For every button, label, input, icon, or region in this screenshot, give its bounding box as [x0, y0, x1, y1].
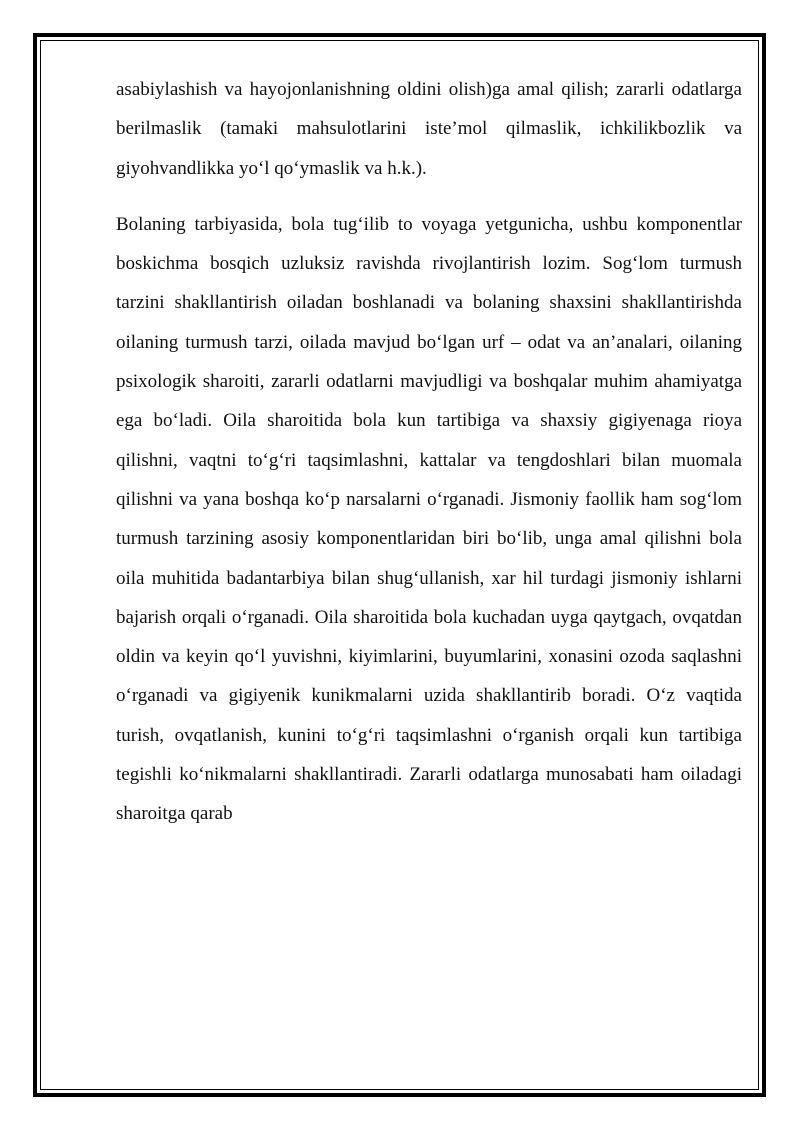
paragraph-1: asabiylashish va hayojonlanishning oldini olish)ga amal qilish; zararli odatlarga berilmaslik (tamaki mahsulotlarini iste’mol qilmaslik, ichkilikbozlik va giyohvandlikka yo‘l qo‘ymaslik va h.k.).	[116, 79, 742, 179]
document-body	[116, 70, 742, 834]
paragraph-2: Bolaning tarbiyasida, bola tug‘ilib to voyaga yetgunicha, ushbu komponentlar boskichma bosqich uzluksiz ravishda rivojlantirish lozim. Sog‘lom turmush tarzini shakllantirish oiladan boshlanadi va bolaning shaxsini shakllantirishda oilaning turmush tarzi, oilada mavjud bo‘lgan urf – odat va an’analari, oilaning psixologik sharoiti, zararli odatlarni mavjudligi va boshqalar muhim ahamiyatga ega bo‘ladi. Oila sharoitida bola kun tartibiga va shaxsiy gigiyenaga rioya qilishni, vaqtni to‘g‘ri taqsimlashni, kattalar va tengdoshlari bilan muomala qilishni va yana boshqa ko‘p narsalarni o‘rganadi. Jismoniy faollik ham sog‘lom turmush tarzining asosiy komponentlaridan biri bo‘lib, unga amal qilishni bola oila muhitida badantarbiya bilan shug‘ullanish, xar hil turdagi jismoniy ishlarni bajarish orqali o‘rganadi. Oila sharoitida bola kuchadan uyga qaytgach, ovqatdan oldin va keyin qo‘l yuvishni, kiyimlarini, buyumlarini, xonasini ozoda saqlashni o‘rganadi va gigiyenik kunikmalarni uzida shakllantirib boradi. O‘z vaqtida turish, ovqatlanish, kunini to‘g‘ri taqsimlashni o‘rganish orqali kun tartibiga tegishli ko‘nikmalarni shakllantiradi. Zararli odatlarga munosabati ham oiladagi sharoitga qarab	[116, 213, 742, 825]
